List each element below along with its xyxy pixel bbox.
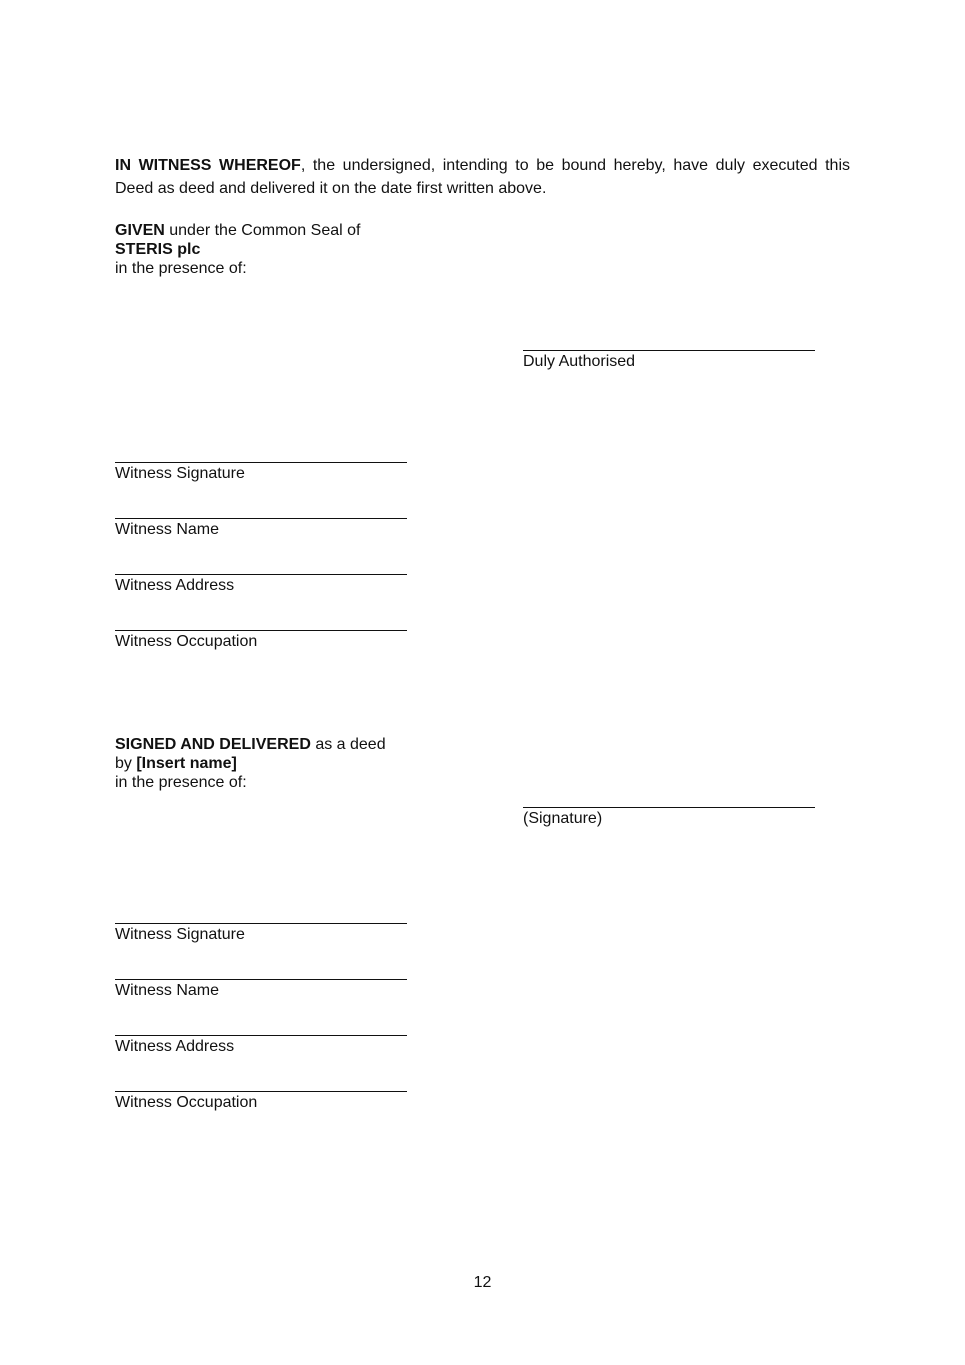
common-seal-block: [115, 221, 360, 278]
given-text: under the Common Seal of: [164, 222, 361, 239]
signed-delivered-heading: SIGNED AND DELIVERED: [115, 736, 311, 753]
page-number: 12: [473, 1274, 492, 1291]
witness-name-label: Witness Name: [115, 982, 220, 999]
witness-occupation-line[interactable]: [115, 1091, 407, 1092]
witness-occupation-line[interactable]: [115, 630, 407, 631]
presence-text: in the presence of:: [115, 774, 247, 791]
witness-signature-label: Witness Signature: [115, 465, 245, 482]
signature-label: (Signature): [523, 810, 603, 827]
signature-line[interactable]: [523, 807, 815, 808]
witness-occupation-label: Witness Occupation: [115, 633, 258, 650]
witness-whereof-heading: IN WITNESS WHEREOF: [115, 157, 301, 174]
witness-address-label: Witness Address: [115, 1038, 235, 1055]
by-prefix: by: [115, 755, 137, 772]
witness-address-line[interactable]: [115, 574, 407, 575]
witness-name-label: Witness Name: [115, 521, 220, 538]
company-name: STERIS plc: [115, 241, 201, 258]
duly-authorised-label: Duly Authorised: [523, 353, 636, 370]
witness-signature-line[interactable]: [115, 462, 407, 463]
witness-address-label: Witness Address: [115, 577, 235, 594]
given-heading: GIVEN: [115, 222, 165, 239]
witness-signature-line[interactable]: [115, 923, 407, 924]
witness-name-line[interactable]: [115, 518, 407, 519]
presence-text: in the presence of:: [115, 260, 247, 277]
witness-occupation-label: Witness Occupation: [115, 1094, 258, 1111]
witness-whereof-text: , the undersigned, intending to be bound hereby, have duly executed this Deed as deed and delivered it on the date first written above.: [115, 157, 850, 197]
witness-signature-label: Witness Signature: [115, 926, 245, 943]
witness-whereof-paragraph: [115, 154, 850, 200]
duly-authorised-signature-line[interactable]: [523, 350, 815, 351]
insert-name-placeholder: [Insert name]: [136, 755, 237, 772]
signed-delivered-block: [115, 735, 386, 792]
witness-address-line[interactable]: [115, 1035, 407, 1036]
witness-name-line[interactable]: [115, 979, 407, 980]
signed-delivered-text: as a deed: [310, 736, 386, 753]
